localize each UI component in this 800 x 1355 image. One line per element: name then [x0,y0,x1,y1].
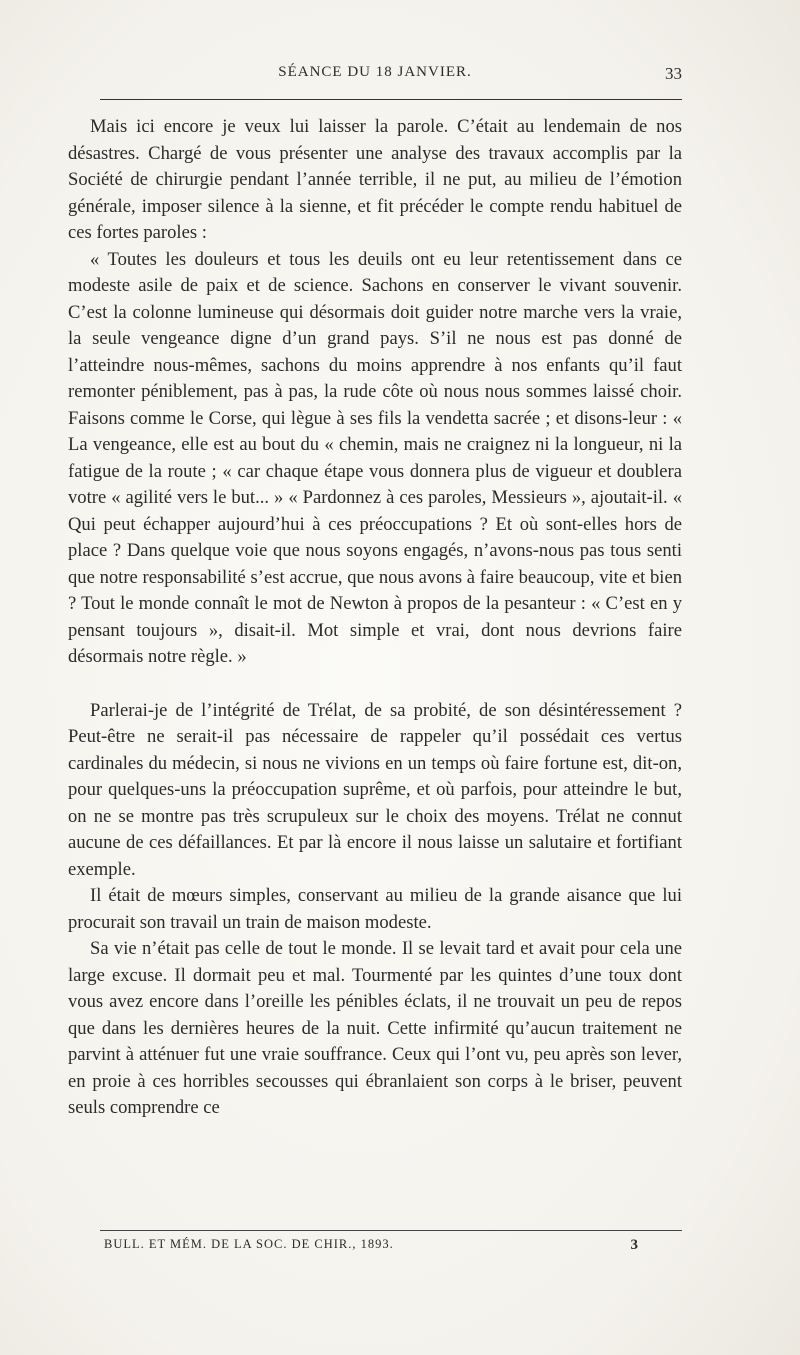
body-text [68,114,682,1122]
paragraph-2-quotation: « Toutes les douleurs et tous les deuils ont eu leur retentissement dans ce modeste asile de paix et de science. Sachons en conserver le vivant souvenir. C’est la colonne lumineuse qui désormais doit guider notre marche vers la vraie, la seule vengeance digne d’un grand pays. S’il ne nous est pas donné de l’atteindre nous-mêmes, sachons du moins apprendre à nos enfants qu’il faut remonter péniblement, pas à pas, la rude côte où nous nous sommes laissé choir. Faisons comme le Corse, qui lègue à ses fils la vendetta sacrée ; et disons-leur : « La vengeance, elle est au bout du « chemin, mais ne craignez ni la longueur, ni la fatigue de la route ; « car chaque étape vous donnera plus de vigueur et doublera votre « agilité vers le but... » « Pardonnez à ces paroles, Messieurs », ajoutait-il. « Qui peut échapper aujourd’hui à ces préoccupations ? Et où sont-elles hors de place ? Dans quelque voie que nous soyons engagés, n’avons-nous pas tous senti que notre responsabilité s’est accrue, que nous avons à faire beaucoup, vite et bien ? Tout le monde connaît le mot de Newton à propos de la pesanteur : « C’est en y pensant toujours », disait-il. Mot simple et vrai, dont nous devrions faire désormais notre règle. » [68,248,682,667]
paragraph-3: Parlerai-je de l’intégrité de Trélat, de sa probité, de son désintéressement ? Peut-être ne serait-il pas nécessaire de rappeler qu’il possédait ces vertus cardinales du médecin, si nous ne vivions en un temps où faire fortune est, dit-on, pour quelques-uns la préoccupation suprême, et où parfois, pour atteindre le but, on ne se montre pas très scrupuleux sur le choix des moyens. Trélat ne connut aucune de ces défaillances. Et par là encore il nous laisse un salutaire et fortifiant exemple. [68,699,682,880]
footer-rule [100,1230,682,1231]
running-title: SÉANCE DU 18 JANVIER. [278,64,472,80]
paragraph-4: Il était de mœurs simples, conservant au milieu de la grande aisance que lui procurait son travail un train de maison modeste. [68,885,682,933]
paragraph-5: Sa vie n’était pas celle de tout le monde. Il se levait tard et avait pour cela une large excuse. Il dormait peu et mal. Tourmenté par les quintes d’une toux dont vous avez encore dans l’oreille les pénibles éclats, il ne trouvait un peu de repos que dans les dernières heures de la nuit. Cette infirmité qu’aucun traitement ne parvint à atténuer fut une vraie souffrance. Ceux qui l’ont vu, peu après son lever, en proie à ces horribles secousses qui ébranlaient son corps à le briser, peuvent seuls comprendre ce [68,938,682,1118]
paragraph-1: Mais ici encore je veux lui laisser la parole. C’était au lendemain de nos désastres. Chargé de vous présenter une analyse des travaux accomplis par la Société de chirurgie pendant l’année terrible, il ne put, au milieu de l’émotion générale, imposer silence à la sienne, et fit précéder le compte rendu habituel de ces fortes paroles : [68,116,682,243]
header-rule [100,99,682,100]
page-footer [104,1237,678,1259]
signature-mark: 3 [630,1237,638,1253]
page-number: 33 [665,64,682,83]
page-header [68,64,682,92]
journal-citation: BULL. ET MÉM. DE LA SOC. DE CHIR., 1893. [104,1237,394,1251]
